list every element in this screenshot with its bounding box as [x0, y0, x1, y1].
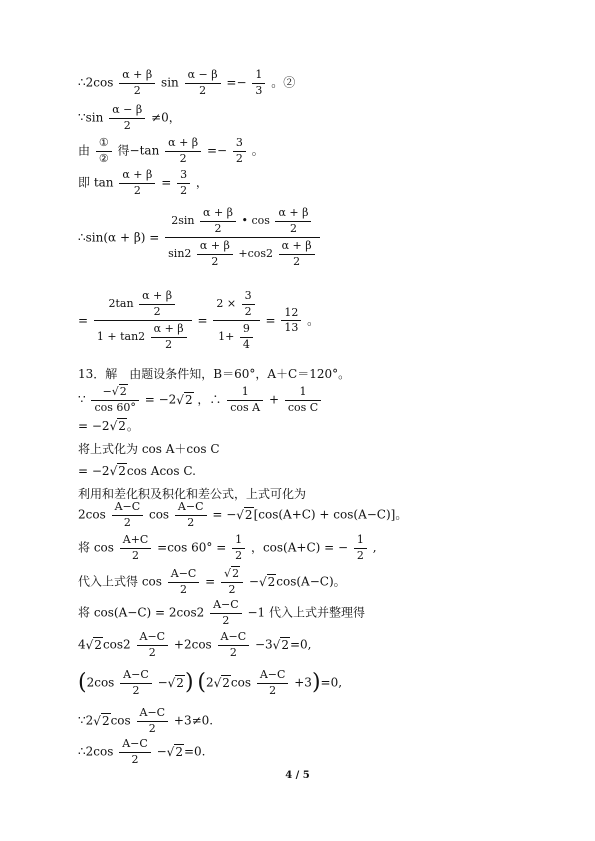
radicand: 2	[119, 385, 127, 398]
fraction	[197, 239, 233, 269]
denominator: 2	[222, 613, 230, 627]
text: cos(A−C)。	[276, 574, 346, 589]
text: ∵2	[78, 713, 94, 728]
denominator: 2	[180, 183, 188, 197]
eq-line-1	[78, 68, 295, 98]
fraction	[227, 385, 263, 415]
radicand: 2	[267, 574, 276, 589]
numerator: α + β	[119, 168, 155, 184]
denominator: cos A	[230, 400, 261, 414]
numerator: 1	[354, 533, 367, 549]
text: 。	[307, 313, 320, 328]
text: −	[248, 574, 259, 589]
denominator: 2	[269, 683, 277, 697]
text: +3	[294, 675, 312, 690]
denominator: 2	[229, 645, 237, 659]
numerator: α + β	[139, 289, 175, 305]
text: +2cos	[173, 637, 212, 652]
fraction	[120, 668, 152, 698]
eq-line-5	[78, 205, 322, 271]
numerator: 1	[252, 68, 265, 84]
numerator: α + β	[279, 239, 315, 255]
numerator	[221, 567, 243, 583]
text: sin2	[168, 247, 192, 261]
text: 。	[126, 419, 139, 433]
fraction	[275, 206, 311, 236]
denominator: 2	[211, 254, 219, 268]
text: ∵sin	[78, 110, 104, 125]
radicand: 2	[175, 744, 183, 759]
sqrt	[86, 639, 103, 651]
sqrt	[214, 677, 231, 689]
text: 2cos	[86, 675, 115, 690]
radicand: 2	[176, 675, 184, 690]
text: 即 tan	[78, 175, 114, 190]
numerator: α + β	[119, 68, 155, 84]
numerator: 1	[227, 385, 263, 401]
numerator: 1	[285, 385, 321, 401]
radicand: 2	[281, 637, 289, 652]
denominator: 2	[180, 582, 188, 596]
denominator: 2	[214, 221, 222, 235]
fraction	[218, 630, 250, 660]
numerator: α − β	[109, 103, 145, 119]
text: =cos 60° =	[157, 540, 227, 555]
radicand: 2	[232, 567, 240, 580]
denominator: cos 60°	[94, 400, 136, 414]
sqrt	[167, 746, 184, 758]
text: −3	[254, 637, 273, 652]
text: =	[265, 313, 276, 328]
text: ∵	[78, 392, 86, 407]
fraction	[281, 306, 301, 336]
text: 由	[78, 143, 91, 158]
sqrt	[93, 715, 110, 727]
text: 2tan	[108, 297, 134, 311]
numerator: 9	[240, 322, 253, 338]
denominator: 2	[228, 582, 236, 596]
left-paren: (	[197, 670, 206, 696]
eq-line-14	[78, 533, 377, 563]
eq-line-2	[78, 103, 181, 133]
numerator: A−C	[137, 630, 169, 646]
radicand: 2	[118, 419, 126, 433]
denominator: ②	[98, 151, 109, 165]
numerator: A−C	[168, 567, 200, 583]
sqrt	[110, 465, 127, 477]
text: 2sin	[171, 214, 195, 228]
eq-line-11	[78, 465, 196, 477]
page-number: 4 / 5	[285, 770, 310, 781]
text: =0,	[320, 675, 343, 690]
fraction	[177, 168, 190, 198]
denominator	[213, 321, 259, 353]
sqrt	[110, 420, 127, 432]
eq-line-4	[78, 168, 208, 198]
text: • cos	[241, 214, 270, 228]
text: =	[78, 313, 89, 328]
sqrt	[224, 568, 240, 581]
denominator: 2	[133, 83, 141, 97]
numerator: 3	[233, 136, 246, 152]
denominator: 2	[123, 118, 131, 132]
text: ∴2cos	[78, 75, 114, 90]
sqrt	[112, 386, 128, 399]
fraction	[175, 500, 207, 530]
text: cos Acos C.	[126, 464, 196, 478]
text: =	[205, 574, 216, 589]
right-paren: )	[311, 670, 321, 696]
fraction	[119, 737, 151, 767]
text: ，∴	[197, 392, 222, 407]
denominator: 2	[199, 83, 207, 97]
text: ，	[195, 175, 208, 190]
numerator: α + β	[275, 206, 311, 222]
fraction	[233, 136, 246, 166]
fraction	[91, 385, 138, 415]
text: cos	[230, 675, 251, 690]
denominator: 2	[179, 151, 187, 165]
denominator: 2	[235, 548, 243, 562]
fraction	[151, 322, 187, 352]
eq-line-12	[78, 488, 306, 500]
denominator: 2	[165, 337, 173, 351]
text: 得−tan	[117, 143, 160, 158]
text: = −2	[78, 464, 110, 478]
numerator: A−C	[120, 668, 152, 684]
fraction	[165, 136, 201, 166]
numerator: A−C	[218, 630, 250, 646]
text: ≠0，	[151, 110, 181, 125]
eq-line-18	[78, 668, 342, 698]
denominator: 2	[131, 752, 139, 766]
fraction	[200, 206, 236, 236]
denominator: cos C	[287, 400, 319, 414]
eq-line-13	[78, 500, 407, 530]
compound-fraction	[213, 288, 259, 354]
problem-13-heading	[78, 368, 350, 380]
fraction	[185, 68, 221, 98]
numerator: A−C	[210, 598, 242, 614]
left-paren: (	[78, 670, 87, 696]
eq-line-15	[78, 567, 346, 597]
numerator: 1	[232, 533, 245, 549]
denominator: 3	[255, 83, 263, 97]
denominator: 2	[293, 254, 301, 268]
denominator	[94, 321, 192, 353]
denominator: 2	[148, 645, 156, 659]
text: 将上式化为 cos A＋cos C	[78, 442, 220, 456]
fraction	[139, 289, 175, 319]
text: +cos2	[238, 247, 274, 261]
sqrt	[259, 576, 276, 588]
text: 2	[205, 675, 214, 690]
text: =	[161, 175, 172, 190]
denominator: 2	[235, 151, 243, 165]
eq-line-6	[78, 288, 319, 354]
text: cos2	[102, 637, 131, 652]
text: 将 cos	[78, 540, 114, 555]
fraction	[240, 322, 253, 352]
radicand: 2	[101, 713, 110, 728]
denominator: 2	[153, 304, 161, 318]
text: −	[157, 675, 168, 690]
numerator: A−C	[257, 668, 289, 684]
numerator: α + β	[165, 136, 201, 152]
fraction	[119, 68, 155, 98]
denominator: 2	[123, 515, 131, 529]
denominator: 2	[187, 515, 195, 529]
eq-line-16	[78, 598, 365, 628]
denominator: 2	[289, 221, 297, 235]
text: ,	[372, 540, 377, 555]
right-paren: )	[184, 670, 194, 696]
text: 1+	[218, 330, 235, 344]
fraction	[137, 630, 169, 660]
numerator: 3	[177, 168, 190, 184]
text: 2cos	[78, 507, 106, 522]
text: =−	[226, 75, 247, 90]
denominator: 13	[284, 321, 299, 335]
text: = −2	[78, 419, 110, 433]
text: −	[102, 385, 112, 398]
fraction	[257, 668, 289, 698]
numerator	[165, 205, 319, 238]
text: 4	[78, 637, 86, 652]
fraction	[354, 533, 367, 563]
eq-line-8	[78, 385, 323, 415]
denominator: 4	[242, 337, 250, 351]
eq-line-9	[78, 420, 139, 432]
fraction	[109, 103, 145, 133]
text: =0.	[183, 744, 206, 759]
text: =	[197, 313, 208, 328]
text: 2 ×	[216, 297, 237, 311]
text: = −2	[144, 392, 177, 407]
numerator: A−C	[137, 706, 169, 722]
denominator: 2	[133, 183, 141, 197]
fraction	[232, 533, 245, 563]
radicand: 2	[94, 637, 102, 652]
sqrt	[176, 394, 193, 406]
fraction	[252, 68, 265, 98]
text: ∴sin(α + β) =	[78, 230, 160, 245]
text: 。②	[271, 75, 296, 90]
fraction	[285, 385, 321, 415]
numerator: ①	[96, 136, 112, 152]
fraction	[137, 706, 169, 736]
text: +	[268, 392, 280, 407]
numerator: α + β	[151, 322, 187, 338]
fraction	[96, 136, 112, 166]
text: 1 + tan2	[96, 330, 146, 344]
numerator: α + β	[200, 206, 236, 222]
numerator	[213, 288, 259, 321]
numerator	[91, 385, 138, 401]
radicand: 2	[184, 392, 193, 407]
fraction	[279, 239, 315, 269]
text: =0,	[289, 637, 312, 652]
text: [cos(A+C) + cos(A−C)]。	[253, 507, 408, 522]
numerator: 3	[242, 289, 255, 305]
text: =−	[206, 143, 228, 158]
numerator: α + β	[197, 239, 233, 255]
numerator: A−C	[175, 500, 207, 516]
text: 。	[251, 143, 264, 158]
text: 代入上式得 cos	[78, 574, 162, 589]
sqrt	[168, 677, 185, 689]
fraction	[210, 598, 242, 628]
text: 利用和差化积及积化和差公式，上式可化为	[78, 487, 307, 501]
denominator	[165, 238, 319, 270]
denominator: 2	[132, 683, 140, 697]
eq-line-17	[78, 630, 311, 660]
compound-fraction	[94, 288, 192, 354]
numerator: A−C	[119, 737, 151, 753]
eq-line-19	[78, 706, 213, 736]
eq-line-3	[78, 136, 264, 166]
denominator: 2	[132, 548, 140, 562]
text: 13．解 由题设条件知，B＝60°，A＋C＝120°。	[78, 367, 351, 381]
text: ，cos(A+C) = −	[250, 540, 349, 555]
eq-line-20	[78, 737, 205, 767]
radicand: 2	[244, 507, 253, 522]
text: −	[156, 744, 167, 759]
denominator: 2	[244, 304, 252, 318]
denominator: 2	[356, 548, 364, 562]
numerator: 12	[281, 306, 301, 322]
numerator: A+C	[120, 533, 152, 549]
eq-line-10	[78, 443, 220, 455]
fraction	[221, 567, 243, 597]
compound-fraction	[165, 205, 319, 271]
fraction	[112, 500, 144, 530]
fraction	[242, 289, 255, 319]
numerator: α − β	[185, 68, 221, 84]
text: = −	[212, 507, 237, 522]
sqrt	[236, 509, 253, 521]
fraction	[119, 168, 155, 198]
text: ∴2cos	[78, 744, 114, 759]
numerator	[94, 288, 192, 321]
text: sin	[161, 75, 179, 90]
text: cos	[110, 713, 131, 728]
radicand: 2	[222, 675, 230, 690]
text: +3≠0.	[173, 713, 214, 728]
text: −1 代入上式并整理得	[247, 605, 365, 620]
sqrt	[273, 639, 290, 651]
denominator: 2	[148, 721, 156, 735]
text: 将 cos(A−C) = 2cos2	[78, 605, 205, 620]
radicand: 2	[118, 464, 126, 478]
numerator: A−C	[112, 500, 144, 516]
fraction	[168, 567, 200, 597]
text: cos	[148, 507, 170, 522]
fraction	[120, 533, 152, 563]
